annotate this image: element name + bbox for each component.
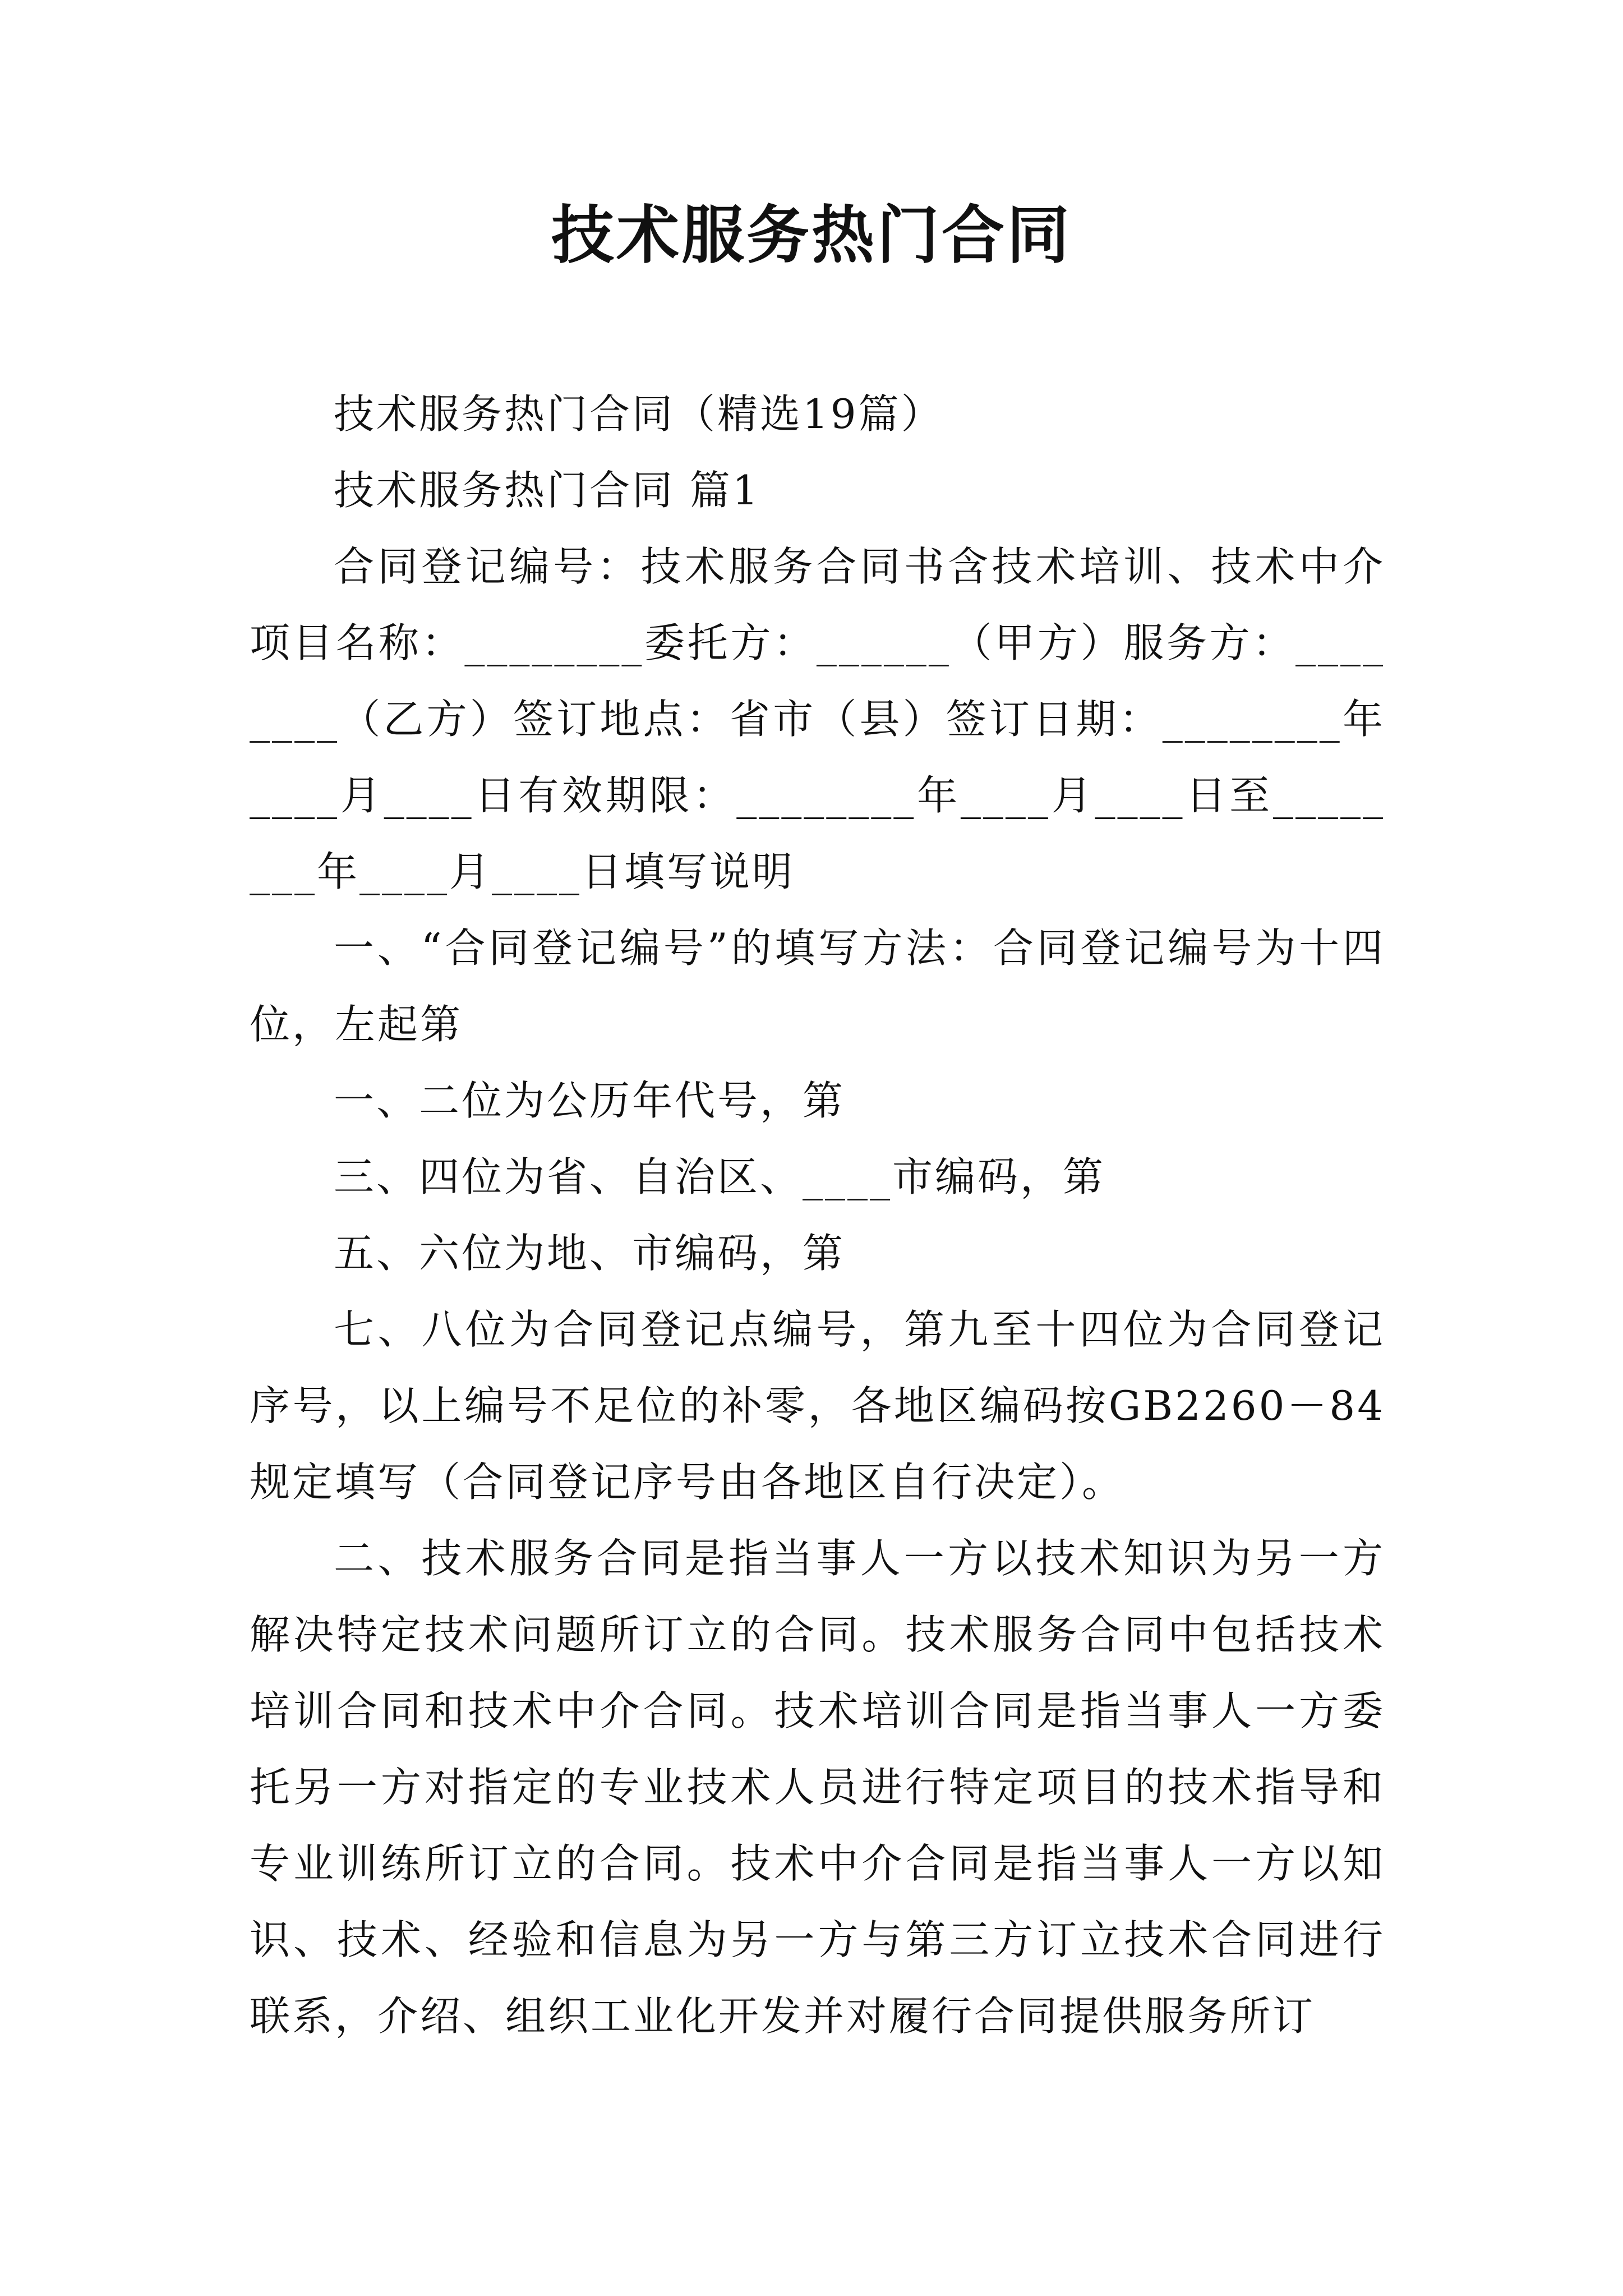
paragraph-instruction-4: 五、六位为地、市编码，第: [334, 1230, 846, 1277]
paragraph-section-heading: 技术服务热门合同 篇1: [334, 467, 760, 514]
paragraph-instruction-1: 一、“合同登记编号”的填写方法：合同登记编号为十四位，左起第: [250, 924, 1385, 1048]
paragraph-instruction-3: 三、四位为省、自治区、____市编码，第: [334, 1153, 1106, 1200]
paragraph-subtitle: 技术服务热门合同（精选19篇）: [334, 390, 944, 438]
paragraph-instruction-5: 七、八位为合同登记点编号，第九至十四位为合同登记序号，以上编号不足位的补零，各地区编码按GB2260－84规定填写（合同登记序号由各地区自行决定）。: [250, 1306, 1385, 1506]
paragraph-contract-header: 合同登记编号：技术服务合同书含技术培训、技术中介项目名称：________委托方：______（甲方）服务方：________（乙方）签订地点：省市（县）签订日期：________年____月____日有效期限：________年____月____日至________年____月____日填写说明: [250, 543, 1385, 895]
document-title: 技术服务热门合同: [551, 199, 1072, 272]
document-body: [250, 376, 1385, 2054]
paragraph-definition: 二、技术服务合同是指当事人一方以技术知识为另一方解决特定技术问题所订立的合同。技术服务合同中包括技术培训合同和技术中介合同。技术培训合同是指当事人一方委托另一方对指定的专业技术人员进行特定项目的技术指导和专业训练所订立的合同。技术中介合同是指当事人一方以知识、技术、经验和信息为另一方与第三方订立技术合同进行联系，介绍、组织工业化开发并对履行合同提供服务所订: [250, 1535, 1385, 2040]
paragraph-instruction-2: 一、二位为公历年代号，第: [334, 1077, 846, 1124]
